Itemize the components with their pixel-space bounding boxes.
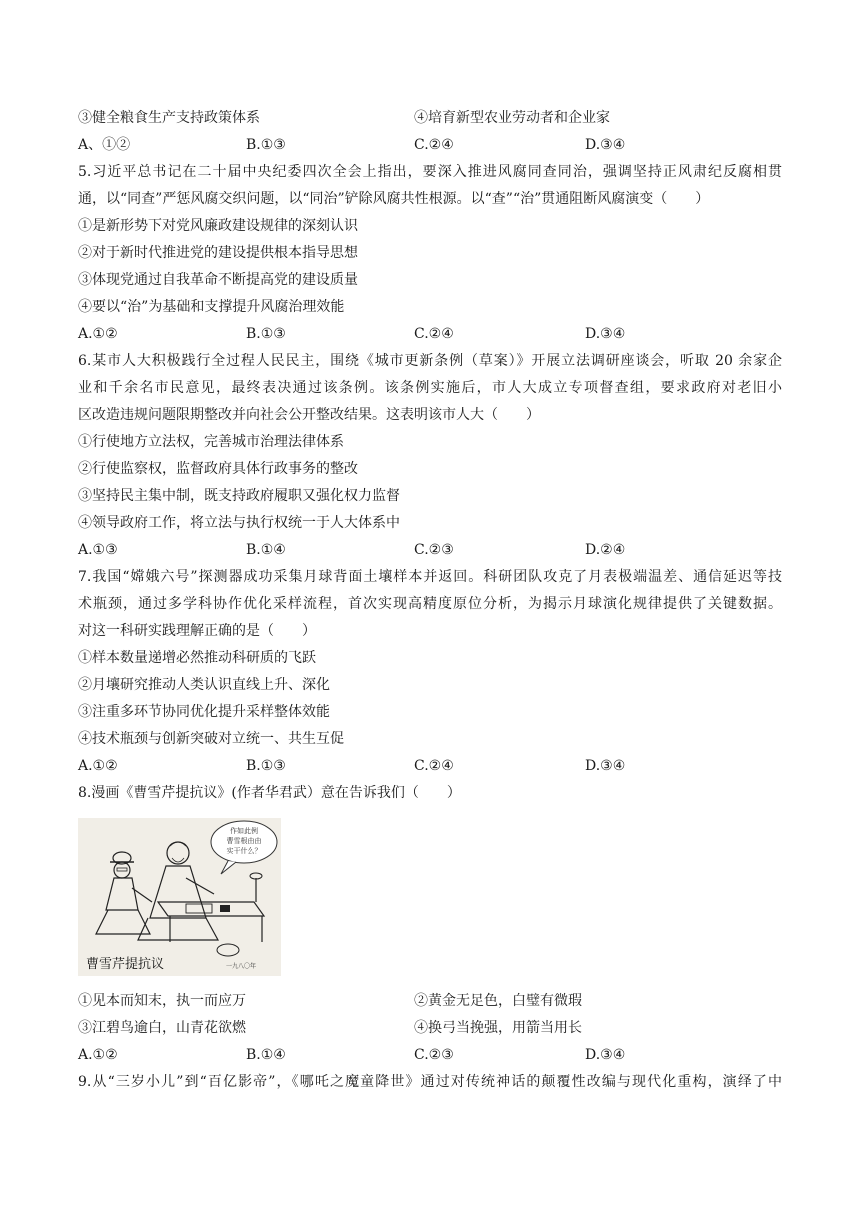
q5-choices: [78, 324, 782, 344]
q5-stem-line-1: 5.习近平总书记在二十届中央纪委四次全会上指出，要深入推进风腐同查同治，强调坚持正风肃纪反腐相贯: [78, 164, 782, 180]
q7-choices: [78, 756, 782, 776]
q7-choice-a: A.①②: [78, 758, 118, 774]
cartoon-image: [78, 818, 281, 976]
q8-option-1: ①见本而知末，执一而应万: [78, 993, 246, 1009]
q7-option-1: ①样本数量递增必然推动科研质的飞跃: [78, 650, 316, 666]
q4-choice-d: D.③④: [585, 137, 626, 153]
q5-choice-a: A.①②: [78, 326, 118, 342]
cartoon-caption: 曹雪芹提抗议: [86, 957, 165, 972]
q9-stem-line-1: 9.从“三岁小儿”到“百亿影帝”，《哪吒之魔童降世》通过对传统神话的颠覆性改编与现代化重构，演绎了中: [78, 1074, 782, 1090]
q6-stem-line-2: 业和千余名市民意见，最终表决通过该条例。该条例实施后，市人大成立专项督查组，要求政府对老旧小: [78, 380, 782, 396]
q5-choice-c: C.②④: [414, 326, 454, 342]
q7-option-3: ③注重多环节协同优化提升采样整体效能: [78, 704, 330, 720]
q5-option-3: ③体现党通过自我革命不断提高党的建设质量: [78, 272, 358, 288]
q5-choice-d: D.③④: [585, 326, 626, 342]
q7-stem-line-3: 对这一科研实践理解正确的是（ ）: [78, 623, 316, 639]
q6-stem-line-3: 区改造违规问题限期整改并向社会公开整改结果。这表明该市人大（ ）: [78, 407, 540, 423]
q4-choice-c: C.②④: [414, 137, 454, 153]
q4-options-row: [78, 108, 782, 128]
bubble-line-1: 作如此例: [230, 827, 258, 835]
q6-option-2: ②行使监察权，监督政府具体行政事务的整改: [78, 461, 358, 477]
q7-choice-d: D.③④: [585, 758, 626, 774]
q7-option-4: ④技术瓶颈与创新突破对立统一、共生互促: [78, 731, 344, 747]
q5-stem-line-2: 通，以“同查”严惩风腐交织问题，以“同治”铲除风腐共性根源。以“查”“治”贯通阻断风腐演变（ ）: [78, 191, 710, 207]
bubble-line-3: 实干什么？: [226, 847, 262, 855]
q4-option-4: ④培育新型农业劳动者和企业家: [414, 110, 610, 126]
q5-choice-b: B.①③: [246, 326, 286, 342]
q5-option-4: ④要以“治”为基础和支撑提升风腐治理效能: [78, 299, 345, 315]
q6-stem-line-1: 6.某市人大积极践行全过程人民民主，围绕《城市更新条例（草案）》开展立法调研座谈会，听取 20 余家企: [78, 353, 782, 369]
q5-option-2: ②对于新时代推进党的建设提供根本指导思想: [78, 245, 358, 261]
q8-options-row-1: [78, 991, 782, 1011]
q6-option-1: ①行使地方立法权，完善城市治理法律体系: [78, 434, 344, 450]
q6-choices: [78, 540, 782, 560]
q4-choice-a: A、①②: [78, 137, 131, 153]
q7-option-2: ②月壤研究推动人类认识直线上升、深化: [78, 677, 330, 693]
q4-choices: [78, 135, 782, 155]
q8-choice-b: B.①④: [246, 1047, 286, 1063]
q6-choice-c: C.②③: [414, 542, 454, 558]
q6-option-4: ④领导政府工作，将立法与执行权统一于人大体系中: [78, 515, 400, 531]
q7-stem-line-1: 7.我国“嫦娥六号”探测器成功采集月球背面土壤样本并返回。科研团队攻克了月表极端温差、通信延迟等技: [78, 569, 782, 585]
q4-option-3: ③健全粮食生产支持政策体系: [78, 110, 260, 126]
q7-choice-c: C.②④: [414, 758, 454, 774]
q6-option-3: ③坚持民主集中制，既支持政府履职又强化权力监督: [78, 488, 400, 504]
q8-choice-d: D.③④: [585, 1047, 626, 1063]
q4-choice-b: B.①③: [246, 137, 286, 153]
q8-options-row-2: [78, 1018, 782, 1038]
q8-choice-a: A.①②: [78, 1047, 118, 1063]
bubble-line-2: 曹雪根由由: [226, 837, 262, 845]
cartoon-year: 一九八〇年: [226, 963, 257, 970]
q7-stem-line-2: 术瓶颈，通过多学科协作优化采样流程，首次实现高精度原位分析，为揭示月球演化规律提供了关键数据。: [78, 596, 782, 612]
q8-option-2: ②黄金无足色，白璧有微瑕: [414, 993, 582, 1009]
q8-choice-c: C.②③: [414, 1047, 454, 1063]
q5-option-1: ①是新形势下对党风廉政建设规律的深刻认识: [78, 218, 358, 234]
q8-choices: [78, 1045, 782, 1065]
q6-choice-d: D.②④: [585, 542, 626, 558]
q8-option-4: ④换弓当挽强，用箭当用长: [414, 1020, 582, 1036]
q8-option-3: ③江碧鸟逾白，山青花欲燃: [78, 1020, 246, 1036]
q6-choice-a: A.①③: [78, 542, 118, 558]
q6-choice-b: B.①④: [246, 542, 286, 558]
q8-stem: 8.漫画《曹雪芹提抗议》(作者华君武）意在告诉我们（ ）: [78, 785, 461, 801]
q7-choice-b: B.①③: [246, 758, 286, 774]
